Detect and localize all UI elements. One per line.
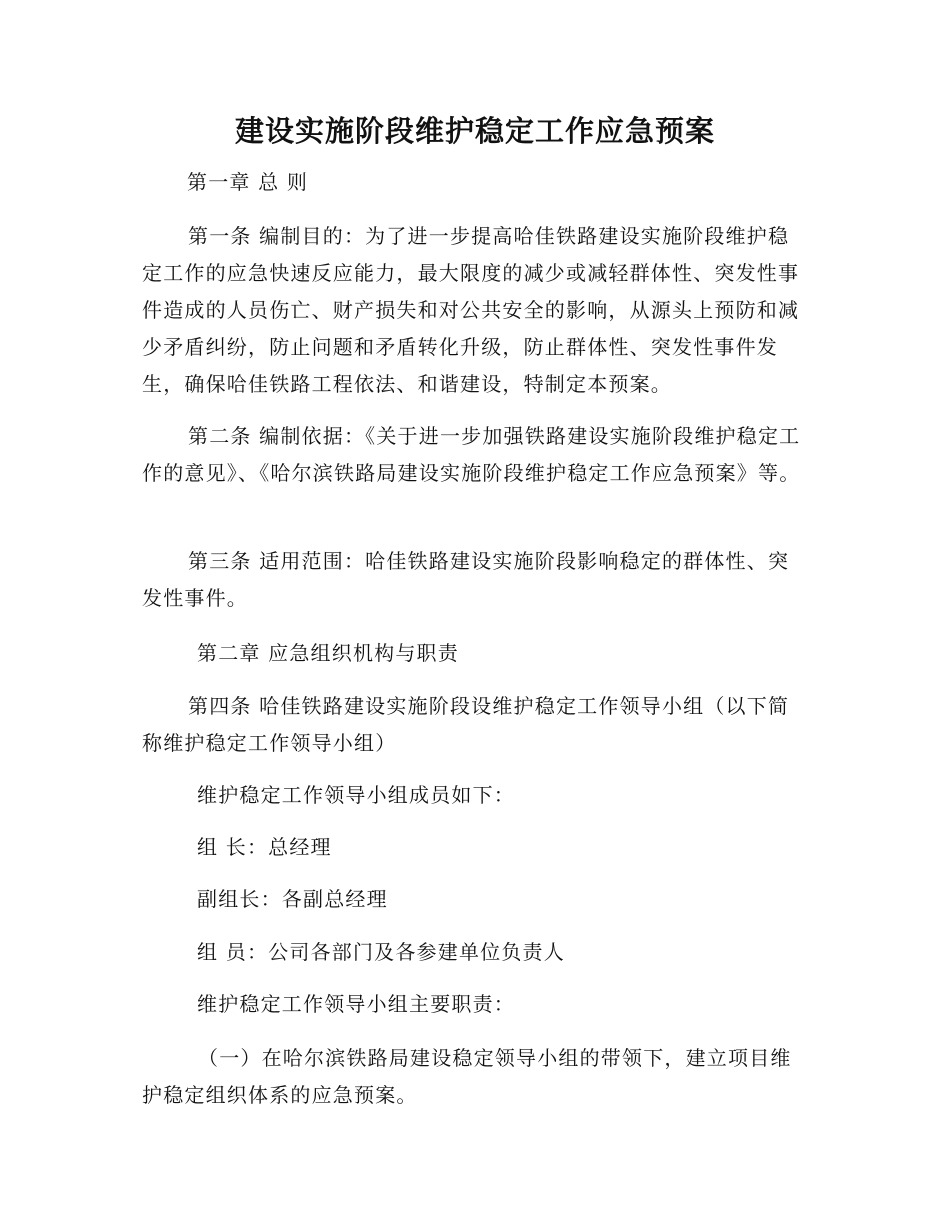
members-intro: 维护稳定工作领导小组成员如下： <box>197 783 515 807</box>
article-3-paragraph: 第三条 适用范围：哈佳铁路建设实施阶段影响稳定的群体性、突发性事件。 <box>142 549 790 610</box>
leader-line: 组 长：总经理 <box>197 835 332 859</box>
article-2-paragraph: 第二条 编制依据：《关于进一步加强铁路建设实施阶段维护稳定工作的意见》、《哈尔滨铁路局建设实施阶段维护稳定工作应急预案》等。 <box>142 424 801 485</box>
chapter-1-heading: 第一章 总 则 <box>187 170 309 194</box>
article-1-paragraph: 第一条 编制目的：为了进一步提高哈佳铁路建设实施阶段维护稳定工作的应急快速反应能力，最大限度的减少或减轻群体性、突发性事件造成的人员伤亡、财产损失和对公共安全的影响，从源头上预防和减少矛盾纠纷，防止问题和矛盾转化升级，防止群体性、突发性事件发生，确保哈佳铁路工程依法、和谐建设，特制定本预案。 <box>142 224 800 396</box>
article-4-paragraph: 第四条 哈佳铁路建设实施阶段设维护稳定工作领导小组（以下简称维护稳定工作领导小组） <box>142 694 790 755</box>
document-title: 建设实施阶段维护稳定工作应急预案 <box>234 114 715 148</box>
members-line: 组 员：公司各部门及各参建单位负责人 <box>197 940 565 964</box>
duty-1-paragraph: （一）在哈尔滨铁路局建设稳定领导小组的带领下，建立项目维护稳定组织体系的应急预案。 <box>142 1046 792 1107</box>
chapter-2-heading: 第二章 应急组织机构与职责 <box>197 641 459 665</box>
deputy-leader-line: 副组长：各副总经理 <box>197 887 388 911</box>
duties-intro: 维护稳定工作领导小组主要职责： <box>197 992 515 1016</box>
